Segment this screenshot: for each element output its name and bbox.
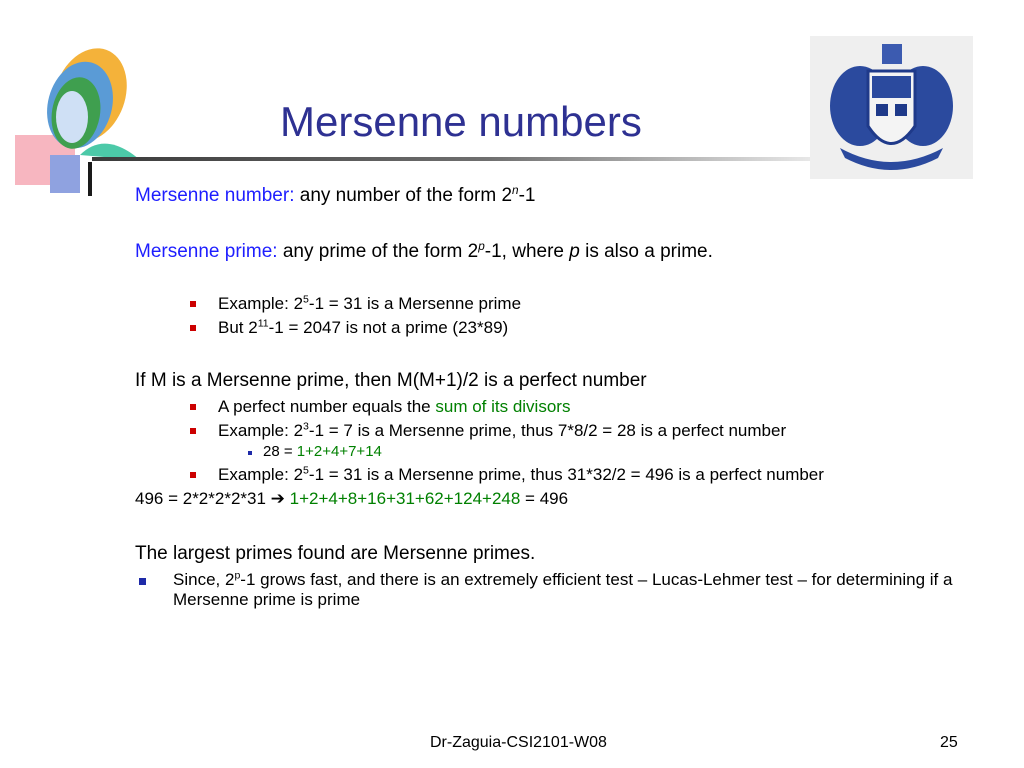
slide-title: Mersenne numbers	[280, 98, 642, 145]
bullet-icon	[190, 472, 196, 478]
footer-text: Dr-Zaguia-CSI2101-W08	[430, 734, 607, 751]
list-item: Example: $2^5-1 = 31$ is a Mersenne prime	[218, 293, 522, 313]
list-item: But $2^{11}-1 = 2047$ is not a prime (23*89)	[218, 317, 509, 337]
bullet-icon	[190, 301, 196, 307]
sub-bullet-icon	[248, 451, 252, 455]
page-number: 25	[940, 734, 958, 751]
largest-primes-heading: The largest primes found are Mersenne primes.	[135, 543, 536, 564]
list-item: Since, 2$^p$-1 grows fast, and there is an extremely efficient test – Lucas-Lehmer test – for determining if a Mersenne prime is prime	[173, 569, 953, 609]
mersenne-number-label: Mersenne number:	[135, 185, 295, 206]
arrow-right-icon: ➔	[270, 489, 285, 508]
variable: p	[569, 241, 580, 262]
bullet-icon	[190, 404, 196, 410]
mersenne-prime-definition	[135, 241, 713, 263]
list-item: Example: $2^3-1 = 7$ is a Mersenne prime, thus 7*8/2 = 28 is a perfect number	[218, 420, 787, 440]
left-accent-bar	[88, 162, 92, 196]
title-divider	[92, 157, 812, 161]
perfect-number-heading: If M is a Mersenne prime, then M(M+1)/2 is a perfect number	[135, 370, 647, 391]
left-logo-graphic	[10, 35, 150, 195]
perfect-496-line: 496 = 2*2*2*2*31 ➔ 1+2+4+8+16+31+62+124+248 = 496	[135, 489, 569, 508]
definition-text: -1, where	[484, 241, 570, 262]
definition-text: -1	[518, 185, 536, 206]
list-item: A perfect number equals the sum of its divisors	[218, 397, 571, 416]
mersenne-number-definition	[135, 185, 535, 207]
definition-text: any prime of the form 2	[277, 241, 479, 262]
definition-text: any number of the form 2	[294, 185, 513, 206]
bullet-icon	[190, 325, 196, 331]
list-item: Example: $2^5-1 = 31$ is a Mersenne prime, thus 31*32/2 = 496 is a perfect number	[218, 464, 824, 484]
university-crest	[810, 36, 973, 179]
bullet-icon	[190, 428, 196, 434]
exponent: p	[478, 239, 485, 253]
exponent: n	[512, 183, 519, 197]
definition-text: is also a prime.	[579, 241, 713, 262]
mersenne-prime-label: Mersenne prime:	[135, 241, 278, 262]
bullet-icon	[139, 578, 146, 585]
sub-list-item: 28 = 1+2+4+7+14	[263, 443, 382, 460]
